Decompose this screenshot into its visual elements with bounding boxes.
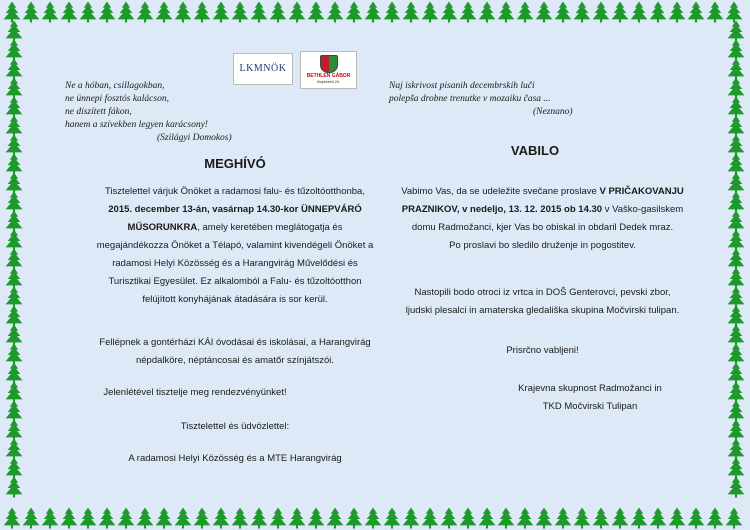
- hu-paragraph-1: [45, 183, 425, 309]
- sl-signature-line: TKD Močvirski Tulipan: [542, 401, 638, 412]
- tree-icon: [728, 268, 745, 289]
- tree-icon: [213, 508, 230, 529]
- tree-icon: [728, 287, 745, 308]
- tree-icon: [6, 325, 23, 346]
- tree-icon: [4, 2, 21, 23]
- tree-icon: [6, 249, 23, 270]
- lkmnok-logo: LKMNÖK: [233, 53, 293, 85]
- tree-icon: [251, 508, 268, 529]
- tree-icon: [327, 508, 344, 529]
- sl-line: Nastopili bodo otroci iz vrtca in DOŠ Genterovci, pevski zbor,: [414, 287, 671, 298]
- sl-quote: [389, 80, 609, 119]
- tree-icon: [631, 2, 648, 23]
- tree-icon: [175, 508, 192, 529]
- bethlen-gabor-logo: [300, 51, 357, 89]
- hu-line: Tisztelettel várjuk Önöket a radamosi falu- és tűzoltóotthonba,: [105, 186, 365, 197]
- sl-line: ljudski plesalci in amaterska gledališka skupina Močvirski tulipan.: [405, 305, 680, 316]
- tree-icon: [728, 401, 745, 422]
- tree-icon: [422, 508, 439, 529]
- tree-icon: [631, 508, 648, 529]
- sl-paragraph-2: [375, 284, 710, 320]
- hu-line: népdalköre, néptáncosai és amatőr színjátszói.: [135, 355, 335, 366]
- hu-program: MŰSORUNKRA: [127, 222, 198, 233]
- tree-icon: [137, 508, 154, 529]
- sl-paragraph-3: Prisrčno vabljeni!: [506, 345, 579, 356]
- tree-icon: [289, 508, 306, 529]
- tree-icon: [728, 135, 745, 156]
- tree-icon: [308, 508, 325, 529]
- tree-icon: [728, 249, 745, 270]
- tree-icon: [6, 363, 23, 384]
- tree-icon: [6, 458, 23, 479]
- sl-signature-line: Krajevna skupnost Radmožanci in: [518, 383, 662, 394]
- tree-icon: [688, 508, 705, 529]
- tree-icon: [728, 420, 745, 441]
- tree-icon: [460, 508, 477, 529]
- tree-icon: [6, 97, 23, 118]
- tree-icon: [6, 192, 23, 213]
- tree-icon: [80, 508, 97, 529]
- tree-icon: [6, 135, 23, 156]
- tree-icon: [728, 458, 745, 479]
- tree-icon: [6, 78, 23, 99]
- tree-icon: [422, 2, 439, 23]
- tree-icon: [251, 2, 268, 23]
- hu-quote-author: (Szilágyi Domokos): [157, 133, 232, 143]
- tree-icon: [6, 420, 23, 441]
- tree-icon: [61, 2, 78, 23]
- tree-icon: [728, 192, 745, 213]
- tree-icon: [728, 325, 745, 346]
- hu-signature: A radamosi Helyi Közösség és a MTE Harangvirág: [128, 453, 342, 464]
- tree-icon: [289, 2, 306, 23]
- tree-icon: [498, 2, 515, 23]
- tree-icon: [308, 2, 325, 23]
- tree-icon: [650, 508, 667, 529]
- tree-icon: [555, 508, 572, 529]
- tree-icon: [175, 2, 192, 23]
- tree-icon: [6, 40, 23, 61]
- tree-icon: [728, 477, 745, 498]
- sl-date: PRAZNIKOV, v nedeljo, 13. 12. 2015 ob 14.30: [401, 204, 603, 215]
- tree-icon: [728, 211, 745, 232]
- tree-icon: [6, 382, 23, 403]
- hu-paragraph-4: Tisztelettel és üdvözlettel:: [180, 421, 290, 432]
- tree-icon: [6, 21, 23, 42]
- tree-icon: [137, 2, 154, 23]
- tree-icon: [728, 363, 745, 384]
- tree-icon: [213, 2, 230, 23]
- hu-date: 2015. december 13-án, vasárnap 14.30-kor ÜNNEPVÁRÓ: [108, 204, 362, 215]
- hu-paragraph-3: Jelenlétével tisztelje meg rendezvényünket!: [103, 387, 287, 398]
- hu-quote-line: Ne a hóban, csillagokban,: [65, 81, 165, 91]
- tree-icon: [6, 154, 23, 175]
- tree-icon: [728, 173, 745, 194]
- tree-icon: [536, 2, 553, 23]
- tree-icon: [574, 508, 591, 529]
- tree-icon: [118, 508, 135, 529]
- tree-icon: [574, 2, 591, 23]
- tree-icon: [6, 211, 23, 232]
- tree-icon: [517, 508, 534, 529]
- tree-icon: [593, 2, 610, 23]
- sl-paragraph-1: [375, 183, 710, 255]
- tree-icon: [6, 306, 23, 327]
- hu-title: MEGHÍVÓ: [204, 156, 266, 171]
- tree-icon: [669, 508, 686, 529]
- tree-icon: [688, 2, 705, 23]
- tree-icon: [403, 508, 420, 529]
- tree-icon: [346, 2, 363, 23]
- tree-icon: [728, 439, 745, 460]
- tree-icon: [6, 287, 23, 308]
- tree-icon: [728, 382, 745, 403]
- tree-icon: [403, 2, 420, 23]
- tree-icon: [460, 2, 477, 23]
- tree-icon: [61, 508, 78, 529]
- logo-line-2: Alapkezelő Zrt.: [316, 80, 341, 84]
- tree-icon: [270, 508, 287, 529]
- tree-icon: [728, 344, 745, 365]
- tree-icon: [6, 230, 23, 251]
- tree-icon: [536, 508, 553, 529]
- tree-icon: [6, 173, 23, 194]
- tree-icon: [6, 439, 23, 460]
- hu-quote-line: ne díszített fákon,: [65, 107, 132, 117]
- hu-paragraph-2: [45, 334, 425, 370]
- logo-line-1: BETHLEN GÁBOR: [306, 73, 351, 79]
- tree-icon: [42, 2, 59, 23]
- tree-icon: [365, 2, 382, 23]
- tree-icon: [612, 508, 629, 529]
- tree-icon: [156, 2, 173, 23]
- sl-quote-line: polepša drobne trenutke v mozaiku časa ...: [389, 94, 551, 104]
- tree-icon: [669, 2, 686, 23]
- tree-icon: [6, 477, 23, 498]
- tree-icon: [232, 2, 249, 23]
- hu-line: Turisztikai Egyesület. Ez alkalomból a Falu- és tűzoltóotthon: [108, 276, 362, 287]
- tree-icon: [365, 508, 382, 529]
- hu-line: megajándékozza Önöket a Télapó, valamint kivendégeli Önöket a: [96, 240, 374, 251]
- tree-icon: [346, 508, 363, 529]
- tree-icon: [726, 508, 743, 529]
- tree-icon: [728, 78, 745, 99]
- tree-icon: [23, 508, 40, 529]
- tree-icon: [498, 508, 515, 529]
- hu-quote-line: ne ünnepi fosztós kalácson,: [65, 94, 169, 104]
- sl-line: Po proslavi bo sledilo druženje in pogostitev.: [449, 240, 636, 251]
- tree-icon: [118, 2, 135, 23]
- tree-icon: [707, 508, 724, 529]
- tree-icon: [4, 508, 21, 529]
- sl-line: Vabimo Vas, da se udeležite svečane proslave: [401, 186, 600, 197]
- tree-icon: [156, 508, 173, 529]
- sl-title: VABILO: [510, 143, 560, 158]
- tree-icon: [728, 154, 745, 175]
- tree-icon: [42, 508, 59, 529]
- tree-icon: [728, 97, 745, 118]
- sl-quote-author: (Neznano): [533, 107, 573, 117]
- tree-icon: [99, 2, 116, 23]
- tree-icon: [612, 2, 629, 23]
- tree-icon: [6, 268, 23, 289]
- tree-icon: [6, 344, 23, 365]
- tree-icon: [555, 2, 572, 23]
- tree-icon: [6, 401, 23, 422]
- sl-quote-line: Naj iskrivost pisanih decembrskih luči: [389, 81, 535, 91]
- tree-icon: [650, 2, 667, 23]
- tree-icon: [726, 2, 743, 23]
- hu-line: , amely keretében meglátogatja és: [197, 222, 343, 233]
- hu-line: radamosi Helyi Közösség és a Harangvirág Művelődési és: [112, 258, 358, 269]
- tree-icon: [479, 2, 496, 23]
- tree-icon: [517, 2, 534, 23]
- sl-signature: [485, 380, 695, 416]
- tree-icon: [80, 2, 97, 23]
- tree-icon: [6, 116, 23, 137]
- tree-icon: [232, 508, 249, 529]
- tree-icon: [194, 2, 211, 23]
- shield-icon: [320, 55, 338, 73]
- tree-icon: [728, 306, 745, 327]
- tree-icon: [593, 508, 610, 529]
- hu-quote-line: hanem a szívekben legyen karácsony!: [65, 120, 208, 130]
- sl-line: v Vaško-gasilskem: [602, 204, 684, 215]
- tree-icon: [707, 2, 724, 23]
- sl-line: domu Radmožanci, kjer Vas bo obiskal in obdaril Dedek mraz.: [411, 222, 674, 233]
- tree-icon: [728, 59, 745, 80]
- tree-icon: [728, 40, 745, 61]
- tree-icon: [728, 21, 745, 42]
- tree-icon: [23, 2, 40, 23]
- hu-line: felújított konyhájának átadására is sor kerül.: [142, 294, 328, 305]
- tree-icon: [194, 508, 211, 529]
- tree-icon: [327, 2, 344, 23]
- tree-icon: [441, 508, 458, 529]
- hu-quote: [65, 80, 265, 145]
- tree-icon: [441, 2, 458, 23]
- tree-icon: [384, 2, 401, 23]
- tree-icon: [270, 2, 287, 23]
- tree-icon: [99, 508, 116, 529]
- tree-icon: [728, 230, 745, 251]
- tree-icon: [479, 508, 496, 529]
- sl-event: V PRIČAKOVANJU: [599, 186, 684, 197]
- tree-icon: [6, 59, 23, 80]
- tree-icon: [728, 116, 745, 137]
- tree-icon: [384, 508, 401, 529]
- hu-line: Fellépnek a gontérházi KÁI óvodásai és iskolásai, a Harangvirág: [99, 337, 371, 348]
